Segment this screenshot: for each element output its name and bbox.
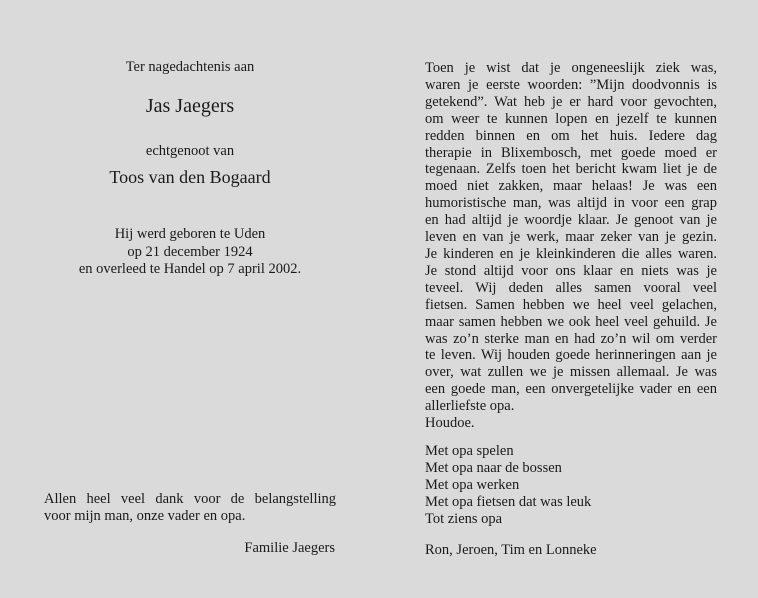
tribute-line: therapie in Blixembosch, met goede moed er xyxy=(425,144,717,161)
poem-line: Met opa werken xyxy=(425,476,520,493)
tribute-line: en had altijd je woordje klaar. Je genoot van je xyxy=(425,212,717,229)
tribute-text xyxy=(425,60,717,432)
tribute-line: Je stond altijd voor ons klaar en niets was je xyxy=(425,262,717,279)
tribute-line: Toen je wist dat je ongeneeslijk ziek was, xyxy=(425,60,717,76)
tribute-line: over, wat zullen we je missen allemaal. Je was xyxy=(425,364,717,381)
grandchildren-poem xyxy=(425,443,717,528)
tribute-line: Houdoe. xyxy=(425,415,475,432)
tribute-line: allerliefste opa. xyxy=(425,398,515,415)
thanks-message xyxy=(44,491,336,525)
tribute-line: teveel. Wij deden alles samen vooral veel xyxy=(425,279,717,296)
tribute-line: waren je eerste woorden: ”Mijn doodvonnis is xyxy=(425,76,717,93)
tribute-line: om weer te kunnen lopen en jezelf te kunnen xyxy=(425,110,717,127)
tribute-line: was zo’n sterke man en had zo’n wil om verder xyxy=(425,330,717,347)
tribute-line: maar samen hebben we ook heel veel gehuild. Je xyxy=(425,313,717,330)
tribute-line: moed niet zakken, maar helaas! Je was een xyxy=(425,178,717,195)
thanks-line: Allen heel veel dank voor de belangstelling xyxy=(44,491,336,507)
tribute-line: een goede man, een onvergetelijke vader en een xyxy=(425,381,717,398)
grandchildren-signature: Ron, Jeroen, Tim en Lonneke xyxy=(425,542,597,558)
tribute-line: fietsen. Samen hebben we heel veel gelachen, xyxy=(425,296,717,313)
tribute-line: Je kinderen en je kleinkinderen die alles waren. xyxy=(425,245,717,262)
spouse-label: echtgenoot van xyxy=(145,143,235,159)
poem-line: Met opa naar de bossen xyxy=(425,459,562,476)
poem-line: Tot ziens opa xyxy=(425,510,503,527)
deceased-name: Jas Jaegers xyxy=(145,95,235,117)
tribute-line: leven en van je werk, maar zeker van je gezin. xyxy=(425,229,717,246)
tribute-line: redden binnen en om het huis. Iedere dag xyxy=(425,127,717,144)
tribute-line: getekend”. Wat heb je er hard voor gevochten, xyxy=(425,93,717,110)
poem-line: Met opa fietsen dat was leuk xyxy=(425,493,592,510)
birth-place-line: Hij werd geboren te Uden xyxy=(114,226,266,242)
dedication-intro: Ter nagedachtenis aan xyxy=(125,59,255,75)
spouse-name: Toos van den Bogaard xyxy=(109,167,271,187)
thanks-line: voor mijn man, onze vader en opa. xyxy=(44,508,246,524)
tribute-line: te leven. Wij houden goede herinneringen aan je xyxy=(425,347,717,364)
tribute-line: tegenaan. Zelfs toen het bericht kwam liet je de xyxy=(425,161,717,178)
poem-line: Met opa spelen xyxy=(425,443,514,459)
birth-date-line: op 21 december 1924 xyxy=(127,243,253,260)
death-line: en overleed te Handel op 7 april 2002. xyxy=(78,261,302,277)
life-dates xyxy=(40,226,340,279)
family-signature: Familie Jaegers xyxy=(244,540,335,556)
tribute-line: humoristische man, was altijd in voor een grap xyxy=(425,195,717,212)
